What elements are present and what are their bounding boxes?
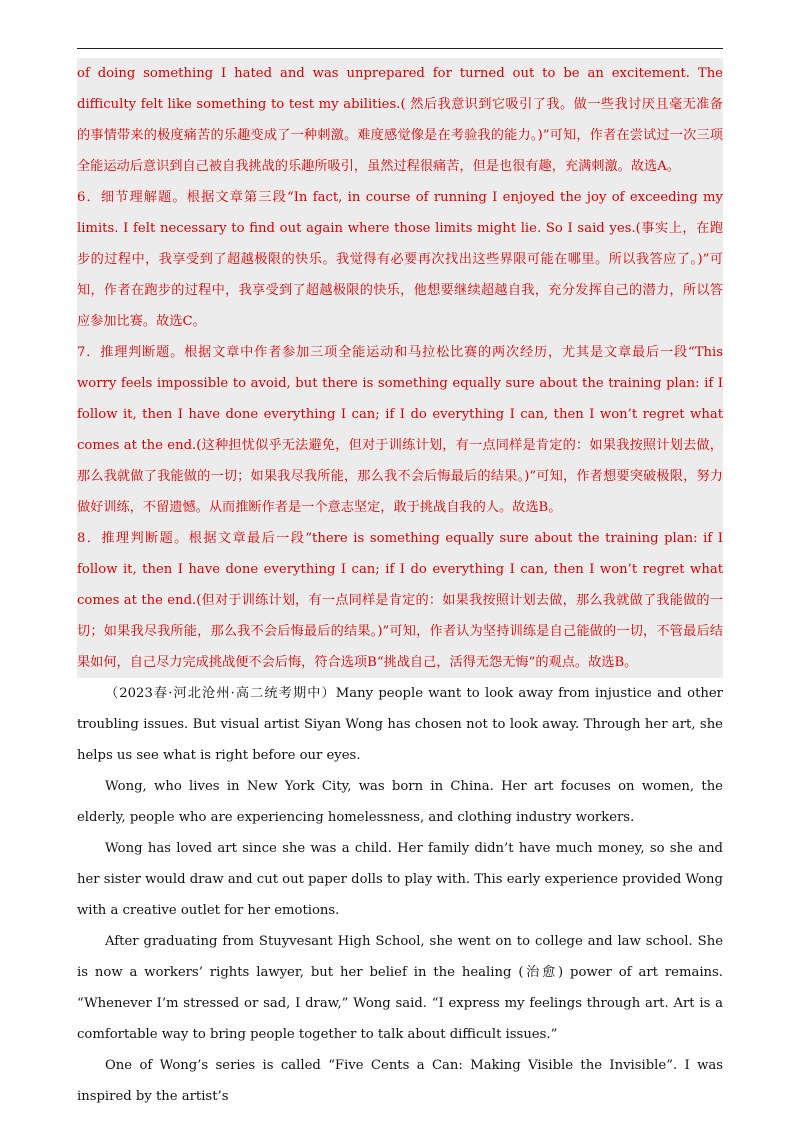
passage-paragraph-5: One of Wong’s series is called “Five Cents a Can: Making Visible the Invisible”. I was inspired by the artist’s [77,1058,723,1104]
answer-explanations [77,58,723,678]
passage-paragraph-4: After graduating from Stuyvesant High School, she went on to college and law school. She is now a workers’ rights lawyer, but her belief in the healing (治愈) power of art remains. “Whenever I’m stressed or sad, I draw,” Wong said. “I express my feelings through art. Art is a comfortable way to bring people together to talk about difficult issues.” [77,934,723,1042]
answer-paragraph-5-continued: of doing something I hated and was unprepared for turned out to be an excitement. The difficulty felt like something to test my abilities.( 然后我意识到它吸引了我。做一些我讨厌且毫无准备的事情带来的极度痛苦的乐趣变成了一种刺激。难度感觉像是在考验我的能力。)”可知，作者在尝试过一次三项全能运动后意识到自己被自我挑战的乐趣所吸引，虽然过程很痛苦，但是也很有趣，充满刺激。故选A。 [77,66,723,174]
passage-paragraph-3: Wong has loved art since she was a child. Her family didn’t have much money, so she and her sister would draw and cut out paper dolls to play with. This early experience provided Wong with a creative outlet for her emotions. [77,841,723,918]
passage-paragraph-2: Wong, who lives in New York City, was born in China. Her art focuses on women, the elderly, people who are experiencing homelessness, and clothing industry workers. [77,779,723,825]
passage-paragraph-1: （2023春·河北沧州·高二统考期中）Many people want to look away from injustice and other troubling issues. But visual artist Siyan Wong has chosen not to look away. Through her art, she helps us see what is right before our eyes. [77,686,723,763]
answer-paragraph-8: 8．推理判断题。根据文章最后一段“there is something equally sure about the training plan: if I follow it, then I have done everything I can; if I do everything I can, then I won’t regret what comes at the end.(但对于训练计划，有一点同样是肯定的：如果我按照计划去做，那么我就做了我能做的一切；如果我尽我所能，那么我不会后悔最后的结果。)”可知，作者认为坚持训练是自己能做的一切，不管最后结果如何，自己尽力完成挑战便不会后悔，符合选项B“挑战自己，活得无怨无悔”的观点。故选B。 [77,531,723,670]
answer-paragraph-7: 7．推理判断题。根据文章中作者参加三项全能运动和马拉松比赛的两次经历，尤其是文章最后一段“This worry feels impossible to avoid, but there is something equally sure about the training plan: if I follow it, then I have done everything I can; if I do everything I can, then I won’t regret what comes at the end.(这种担忧似乎无法避免，但对于训练计划，有一点同样是肯定的：如果我按照计划去做，那么我就做了我能做的一切；如果我尽我所能，那么我不会后悔最后的结果。)”可知，作者想要突破极限，努力做好训练，不留遗憾。从而推断作者是一个意志坚定，敢于挑战自我的人。故选B。 [77,345,723,515]
reading-passage [77,678,723,1112]
answer-paragraph-6: 6．细节理解题。根据文章第三段“In fact, in course of running I enjoyed the joy of exceeding my limits. I felt necessary to find out again where those limits might lie. So I said yes.(事实上，在跑步的过程中，我享受到了超越极限的快乐。我觉得有必要再次找出这些界限可能在哪里。所以我答应了。)”可知，作者在跑步的过程中，我享受到了超越极限的快乐，他想要继续超越自我，充分发挥自己的潜力，所以答应参加比赛。故选C。 [77,190,723,329]
header-rule [77,48,723,49]
